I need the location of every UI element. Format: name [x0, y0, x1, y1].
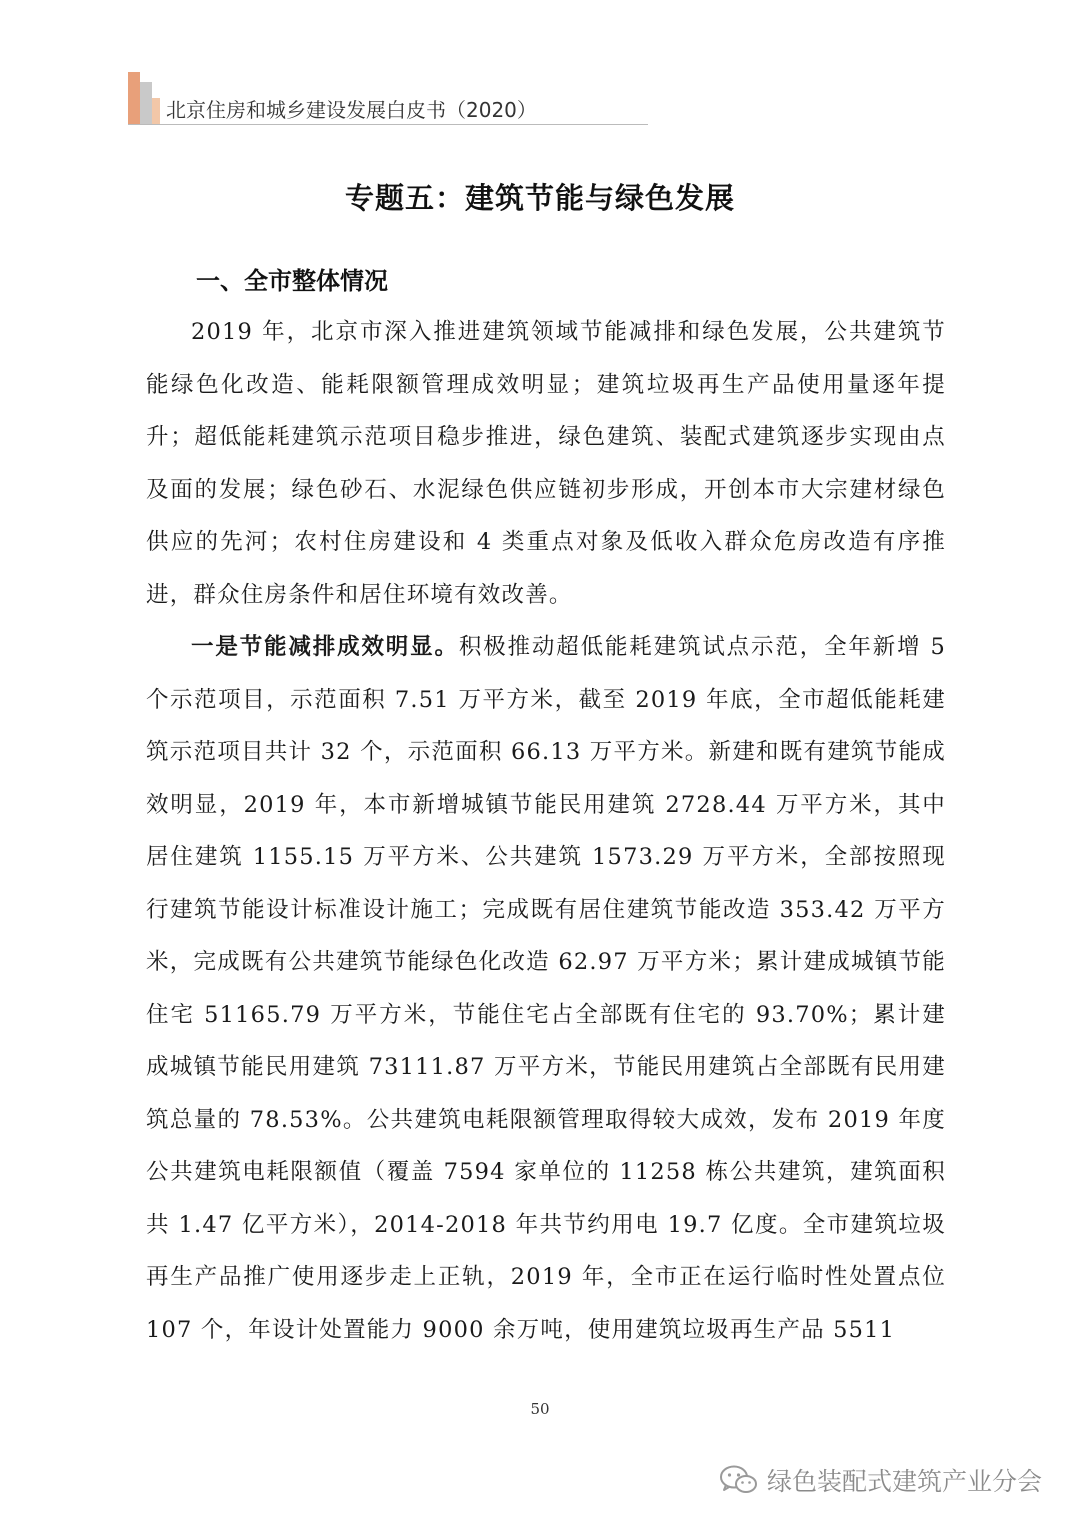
watermark-text: 绿色装配式建筑产业分会 — [766, 1467, 1042, 1496]
header-decor-gray-bar — [140, 82, 152, 124]
paragraph-1: 2019 年，北京市深入推进建筑领域节能减排和绿色发展，公共建筑节能绿色化改造、能耗限额管理成效明显；建筑垃圾再生产品使用量逐年提升；超低能耗建筑示范项目稳步推进，绿色建筑、装配式建筑逐步实现由点及面的发展；绿色砂石、水泥绿色供应链初步形成，开创本市大宗建材绿色供应的先河；农村住房建设和 4 类重点对象及低收入群众危房改造有序推进，群众住房条件和居住环境有效改善。 — [146, 319, 946, 608]
wechat-icon — [719, 1464, 759, 1496]
header-decor-orange-bar — [128, 72, 140, 124]
header-decor-light-bar — [152, 98, 160, 124]
header-title: 北京住房和城乡建设发展白皮书（2020） — [166, 98, 537, 122]
watermark — [719, 1462, 1042, 1498]
paragraph-2-text: 积极推动超低能耗建筑试点示范，全年新增 5 个示范项目，示范面积 7.51 万平方米，截至 2019 年底，全市超低能耗建筑示范项目共计 32 个，示范面积 66.13 万平方米。新建和既有建筑节能成效明显，2019 年，本市新增城镇节能民用建筑 2728.44 万平方米，其中居住建筑 1155.15 万平方米、公共建筑 1573.29 万平方米，全部按照现行建筑节能设计标准设计施工；完成既有居住建筑节能改造 353.42 万平方米，完成既有公共建筑节能绿色化改造 62.97 万平方米；累计建成城镇节能住宅 51165.79 万平方米，节能住宅占全部既有住宅的 93.70%；累计建成城镇节能民用建筑 73111.87 万平方米，节能民用建筑占全部既有民用建筑总量的 78.53%。公共建筑电耗限额管理取得较大成效，发布 2019 年度公共建筑电耗限额值（覆盖 7594 家单位的 11258 栋公共建筑，建筑面积共 1.47 亿平方米），2014-2018 年共节约用电 19.7 亿度。全市建筑垃圾再生产品推广使用逐步走上正轨，2019 年，全市正在运行临时性处置点位 107 个，年设计处置能力 9000 余万吨，使用建筑垃圾再生产品 5511 — [146, 634, 946, 1343]
section-heading: 一、全市整体情况 — [196, 267, 388, 295]
body-text — [146, 306, 946, 1356]
document-header — [128, 72, 648, 128]
header-divider — [128, 124, 648, 125]
page-title: 专题五：建筑节能与绿色发展 — [344, 181, 735, 215]
paragraph-2-lead: 一是节能减排成效明显。 — [191, 634, 459, 660]
page-number: 50 — [530, 1400, 550, 1418]
paragraph-2 — [146, 621, 946, 1356]
